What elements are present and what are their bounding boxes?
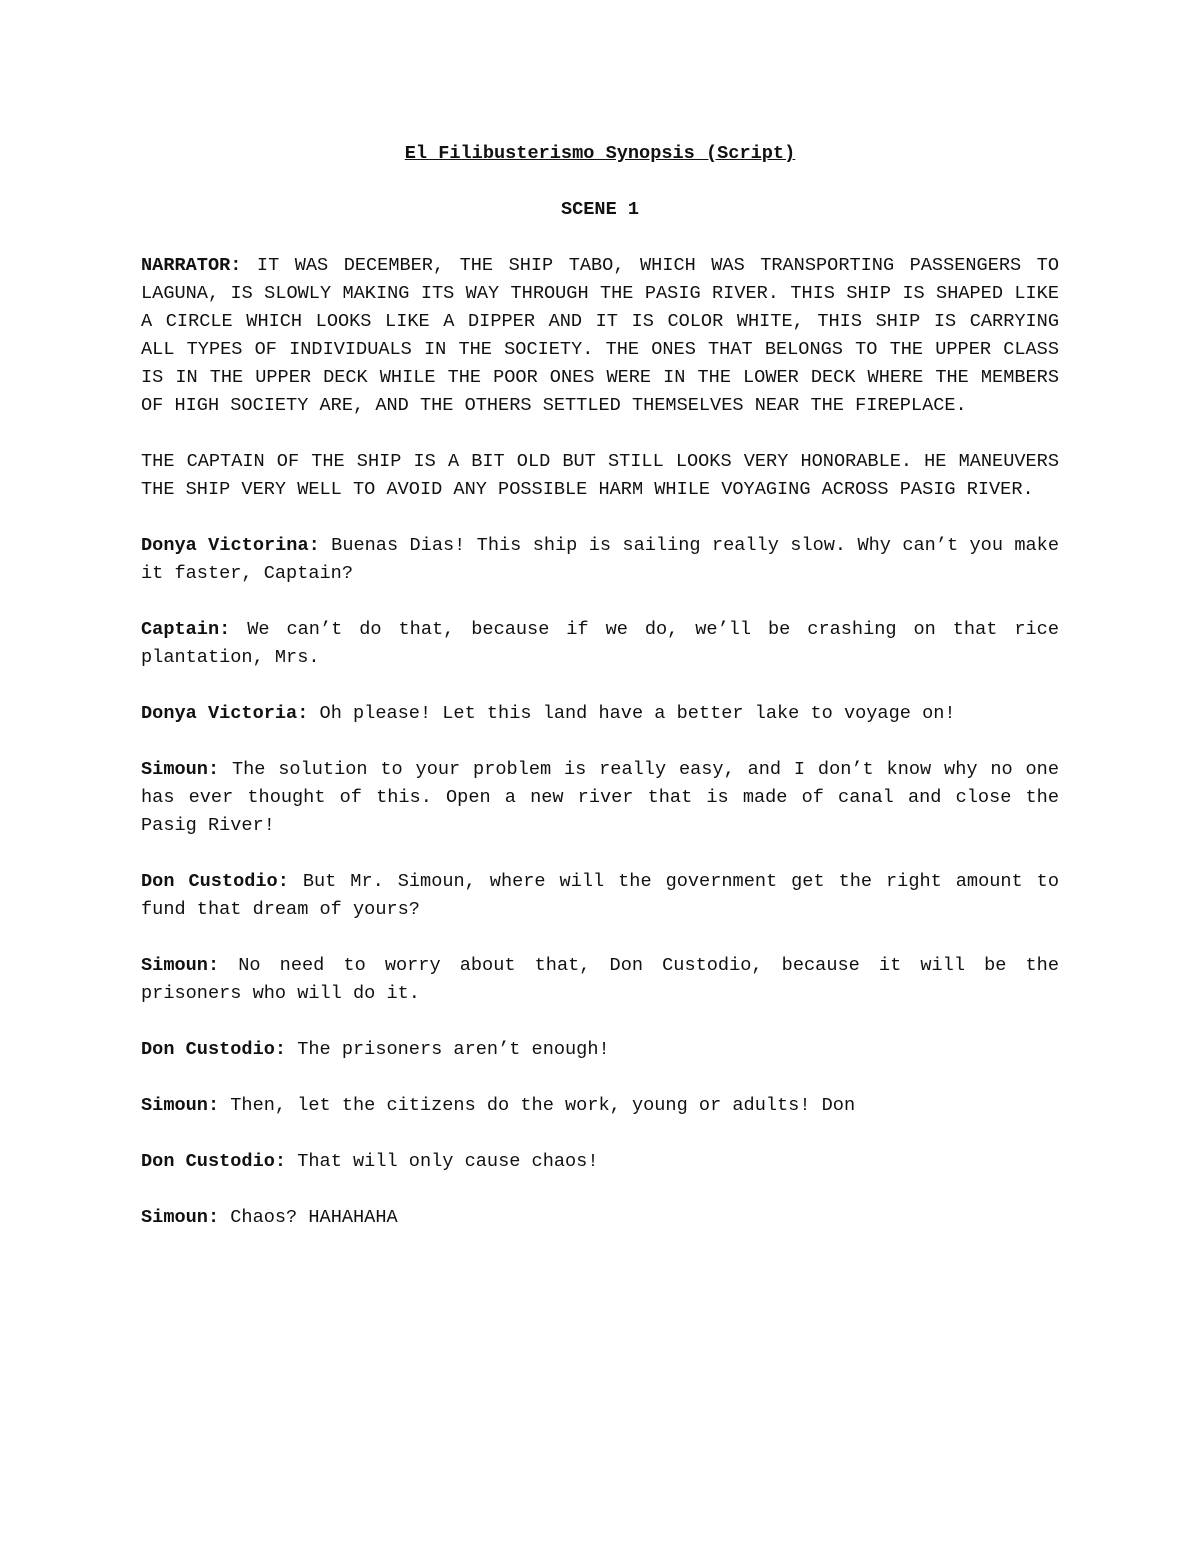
speaker-label: Simoun: xyxy=(141,759,220,780)
dialogue-text: That will only cause chaos! xyxy=(286,1151,599,1172)
dialogue-line xyxy=(141,952,1059,1008)
dialogue-line xyxy=(141,616,1059,672)
speaker-label: NARRATOR: xyxy=(141,255,242,276)
speaker-label: Simoun: xyxy=(141,955,220,976)
dialogue-line xyxy=(141,1036,1059,1064)
dialogue-line xyxy=(141,1204,1059,1232)
dialogue-text: Chaos? HAHAHAHA xyxy=(219,1207,398,1228)
speaker-label: Simoun: xyxy=(141,1095,220,1116)
dialogue-text: IT WAS DECEMBER, THE SHIP TABO, WHICH WAS TRANSPORTING PASSENGERS TO LAGUNA, IS SLOWLY MAKING ITS WAY THROUGH THE PASIG RIVER. THIS SHIP IS SHAPED LIKE A CIRCLE WHICH LOOKS LIKE A DIPPER AND IT IS COLOR WHITE, THIS SHIP IS CARRYING ALL TYPES OF INDIVIDUALS IN THE SOCIETY. THE ONES THAT BELONGS TO THE UPPER CLASS IS IN THE UPPER DECK WHILE THE POOR ONES WERE IN THE LOWER DECK WHERE THE MEMBERS OF HIGH SOCIETY ARE, AND THE OTHERS SETTLED THEMSELVES NEAR THE FIREPLACE. xyxy=(141,255,1059,416)
dialogue-line xyxy=(141,1092,1059,1120)
speaker-label: Donya Victorina: xyxy=(141,535,320,556)
dialogue-text: We can’t do that, because if we do, we’ll be crashing on that rice plantation, Mrs. xyxy=(141,619,1059,668)
dialogue-line xyxy=(141,1148,1059,1176)
scene-heading: SCENE 1 xyxy=(560,199,640,220)
speaker-label: Don Custodio: xyxy=(141,871,289,892)
dialogue-text: The prisoners aren’t enough! xyxy=(286,1039,610,1060)
dialogue-text: The solution to your problem is really easy, and I don’t know why no one has ever thought of this. Open a new river that is made of canal and close the Pasig River! xyxy=(141,759,1059,836)
document-page xyxy=(141,140,1059,1232)
dialogue-text: Then, let the citizens do the work, young or adults! Don xyxy=(219,1095,856,1116)
speaker-label: Don Custodio: xyxy=(141,1039,287,1060)
dialogue-text: THE CAPTAIN OF THE SHIP IS A BIT OLD BUT STILL LOOKS VERY HONORABLE. HE MANEUVERS THE SHIP VERY WELL TO AVOID ANY POSSIBLE HARM WHILE VOYAGING ACROSS PASIG RIVER. xyxy=(141,451,1059,500)
dialogue-text: No need to worry about that, Don Custodio, because it will be the prisoners who will do it. xyxy=(141,955,1059,1004)
speaker-label: Don Custodio: xyxy=(141,1151,287,1172)
speaker-label: Captain: xyxy=(141,619,231,640)
speaker-label: Donya Victoria: xyxy=(141,703,309,724)
dialogue-line xyxy=(141,756,1059,840)
dialogue-line xyxy=(141,532,1059,588)
dialogue-text: But Mr. Simoun, where will the government get the right amount to fund that dream of yours? xyxy=(141,871,1059,920)
narration-paragraph xyxy=(141,252,1059,420)
dialogue-text: Oh please! Let this land have a better lake to voyage on! xyxy=(308,703,956,724)
dialogue-text: Buenas Dias! This ship is sailing really slow. Why can’t you make it faster, Captain? xyxy=(141,535,1059,584)
dialogue-line xyxy=(141,700,1059,728)
speaker-label: Simoun: xyxy=(141,1207,220,1228)
narration-paragraph xyxy=(141,448,1059,504)
document-title: El Filibusterismo Synopsis (Script) xyxy=(404,143,796,164)
dialogue-line xyxy=(141,868,1059,924)
